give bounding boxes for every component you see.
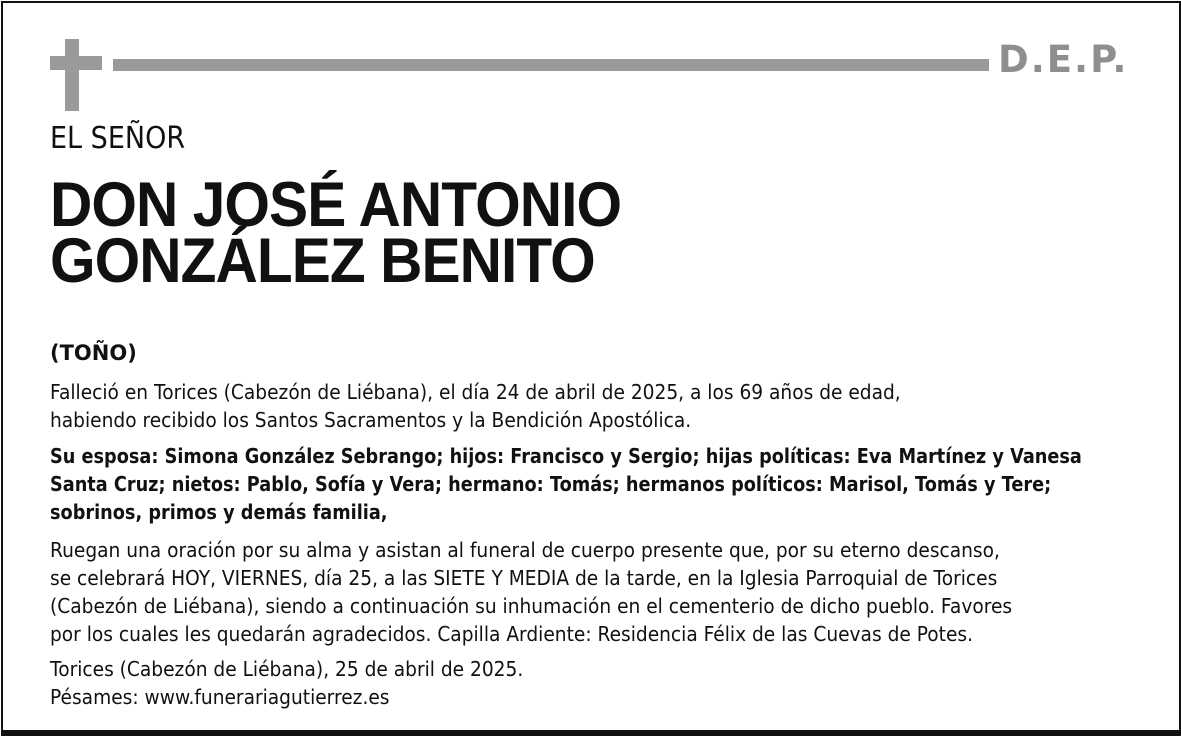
nickname: (TOÑO) — [50, 341, 137, 365]
deceased-name-line-2: GONZÁLEZ BENITO — [50, 226, 595, 296]
family-list — [50, 442, 1082, 526]
request-line: Ruegan una oración por su alma y asistan al funeral de cuerpo presente que, por su eterno descanso, — [50, 538, 1000, 562]
death-notice-line: Falleció en Torices (Cabezón de Liébana), el día 24 de abril de 2025, a los 69 años de edad, — [50, 380, 901, 404]
condolences-link[interactable]: Pésames: www.funerariagutierrez.es — [50, 685, 390, 709]
death-notice-line: habiendo recibido los Santos Sacramentos y la Bendición Apostólica. — [50, 408, 692, 432]
header-rule — [113, 59, 989, 71]
request-line: (Cabezón de Liébana), siendo a continuación su inhumación en el cementerio de dicho pueblo. Favores — [50, 594, 1013, 618]
family-line: sobrinos, primos y demás familia, — [50, 500, 388, 524]
request-line: se celebrará HOY, VIERNES, día 25, a las SIETE Y MEDIA de la tarde, en la Iglesia Parroquial de Torices — [50, 566, 998, 590]
family-line: Su esposa: Simona González Sebrango; hijos: Francisco y Sergio; hijas políticas: Eva Martínez y Vanesa — [50, 444, 1082, 468]
funeral-request — [50, 536, 1012, 648]
deceased-name-line-1: DON JOSÉ ANTONIO — [50, 170, 622, 240]
death-notice — [50, 378, 901, 434]
dep-label: D.E.P. — [998, 38, 1129, 81]
title-prefix: EL SEÑOR — [50, 121, 186, 156]
place-date: Torices (Cabezón de Liébana), 25 de abril de 2025. — [50, 657, 524, 681]
obituary-card — [1, 1, 1181, 736]
family-line: Santa Cruz; nietos: Pablo, Sofía y Vera; hermano: Tomás; hermanos políticos: Marisol, Tomás y Tere; — [50, 472, 1052, 496]
request-line: por los cuales les quedarán agradecidos. Capilla Ardiente: Residencia Félix de las Cuevas de Potes. — [50, 622, 974, 646]
closing — [50, 655, 523, 711]
